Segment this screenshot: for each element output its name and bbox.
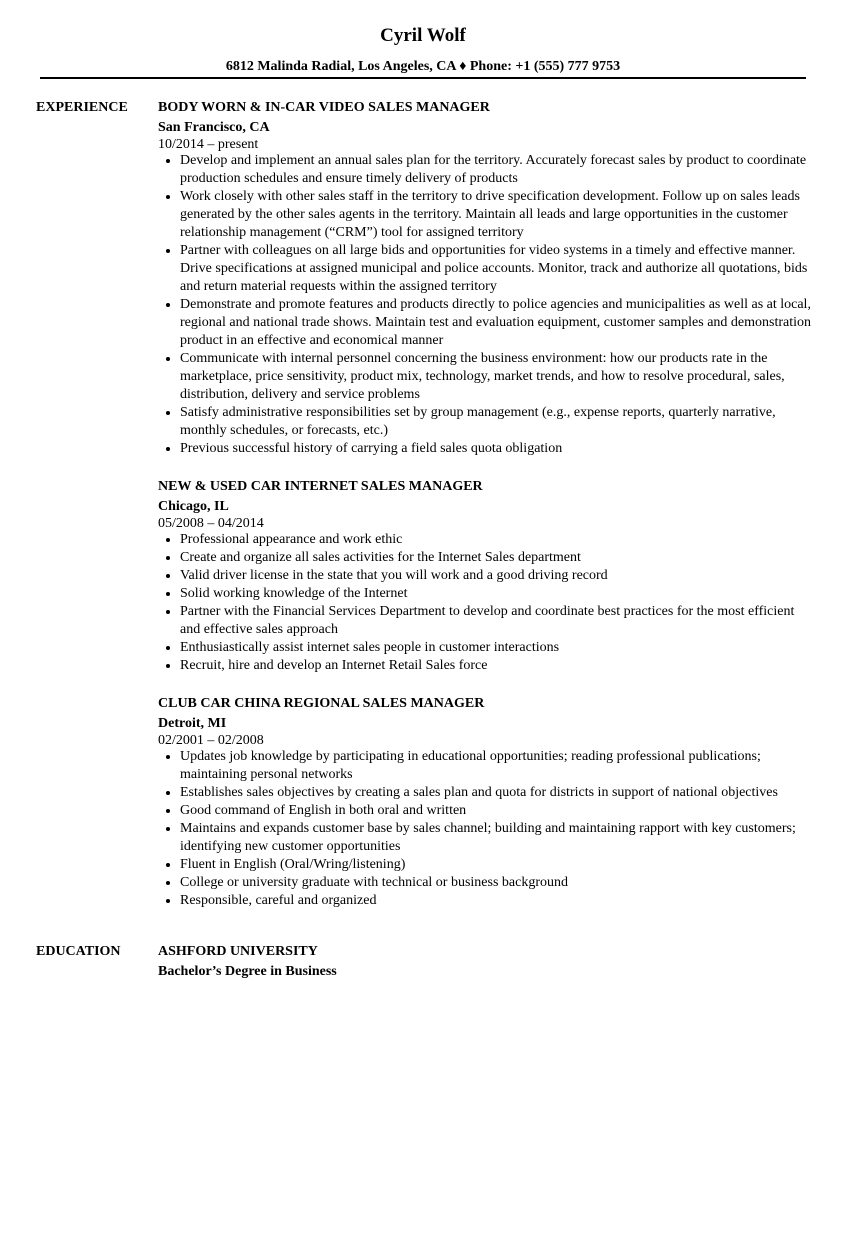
resume-header <box>40 24 806 76</box>
list-item: Updates job knowledge by participating in educational opportunities; reading professional publications; maintaining personal networks <box>180 748 818 784</box>
list-item: Develop and implement an annual sales plan for the territory. Accurately forecast sales by product to coordinate production schedules and ensure timely delivery of products <box>180 152 818 188</box>
job-title: BODY WORN & IN-CAR VIDEO SALES MANAGER <box>158 100 490 115</box>
list-item: Previous successful history of carrying a field sales quota obligation <box>180 440 818 458</box>
job-location: Detroit, MI <box>158 716 227 731</box>
list-item: Solid working knowledge of the Internet <box>180 585 818 603</box>
education-label: EDUCATION <box>36 944 121 959</box>
list-item: Satisfy administrative responsibilities set by group management (e.g., expense reports, quarterly narrative, monthly schedules, or forecasts, etc.) <box>180 404 818 440</box>
job-location: San Francisco, CA <box>158 120 270 135</box>
list-item: Responsible, careful and organized <box>180 892 818 910</box>
job-location: Chicago, IL <box>158 499 229 514</box>
job-dates: 05/2008 – 04/2014 <box>158 516 264 531</box>
list-item: Recruit, hire and develop an Internet Retail Sales force <box>180 657 818 675</box>
list-item: Professional appearance and work ethic <box>180 531 818 549</box>
experience-list <box>158 99 818 930</box>
job-bullets <box>158 748 818 910</box>
job-title: CLUB CAR CHINA REGIONAL SALES MANAGER <box>158 696 485 711</box>
contact-line: 6812 Malinda Radial, Los Angeles, CA ♦ Phone: +1 (555) 777 9753 <box>225 59 621 74</box>
candidate-name: Cyril Wolf <box>380 25 466 46</box>
list-item: Valid driver license in the state that you will work and a good driving record <box>180 567 818 585</box>
school-name: ASHFORD UNIVERSITY <box>158 944 318 959</box>
job-title: NEW & USED CAR INTERNET SALES MANAGER <box>158 479 483 494</box>
list-item: College or university graduate with technical or business background <box>180 874 818 892</box>
list-item: Create and organize all sales activities for the Internet Sales department <box>180 549 818 567</box>
degree-name: Bachelor’s Degree in Business <box>158 964 337 979</box>
list-item: Communicate with internal personnel concerning the business environment: how our products rate in the marketplace, price sensitivity, product mix, technology, market trends, and how to resolve procedural, sales, distribution, delivery and service problems <box>180 350 818 404</box>
list-item: Demonstrate and promote features and products directly to police agencies and municipalities as well as at local, regional and national trade shows. Maintain test and evaluation equipment, customer samples and demonstration product in an effective and economical manner <box>180 296 818 350</box>
job-bullets <box>158 152 818 458</box>
job-entry <box>158 99 818 458</box>
job-dates: 02/2001 – 02/2008 <box>158 733 264 748</box>
job-entry <box>158 695 818 910</box>
list-item: Establishes sales objectives by creating a sales plan and quota for districts in support of national objectives <box>180 784 818 802</box>
list-item: Partner with the Financial Services Department to develop and coordinate best practices for the most efficient and effective sales approach <box>180 603 818 639</box>
header-divider <box>40 77 806 79</box>
list-item: Fluent in English (Oral/Wring/listening) <box>180 856 818 874</box>
job-bullets <box>158 531 818 675</box>
list-item: Partner with colleagues on all large bids and opportunities for video systems in a timely and effective manner. Drive specifications at assigned municipal and police accounts. Monitor, track and authorize all quotations, bids and return material requests within the assigned territory <box>180 242 818 296</box>
experience-label: EXPERIENCE <box>36 100 128 115</box>
list-item: Work closely with other sales staff in the territory to drive specification development. Follow up on sales leads generated by the other sales agents in the territory. Maintain all leads and large opportunities in the customer relationship management (“CRM”) tool for assigned territory <box>180 188 818 242</box>
job-entry <box>158 478 818 675</box>
list-item: Enthusiastically assist internet sales people in customer interactions <box>180 639 818 657</box>
list-item: Maintains and expands customer base by sales channel; building and maintaining rapport with key customers; identifying new customer opportunities <box>180 820 818 856</box>
job-dates: 10/2014 – present <box>158 137 259 152</box>
education-entry <box>158 943 818 981</box>
list-item: Good command of English in both oral and written <box>180 802 818 820</box>
